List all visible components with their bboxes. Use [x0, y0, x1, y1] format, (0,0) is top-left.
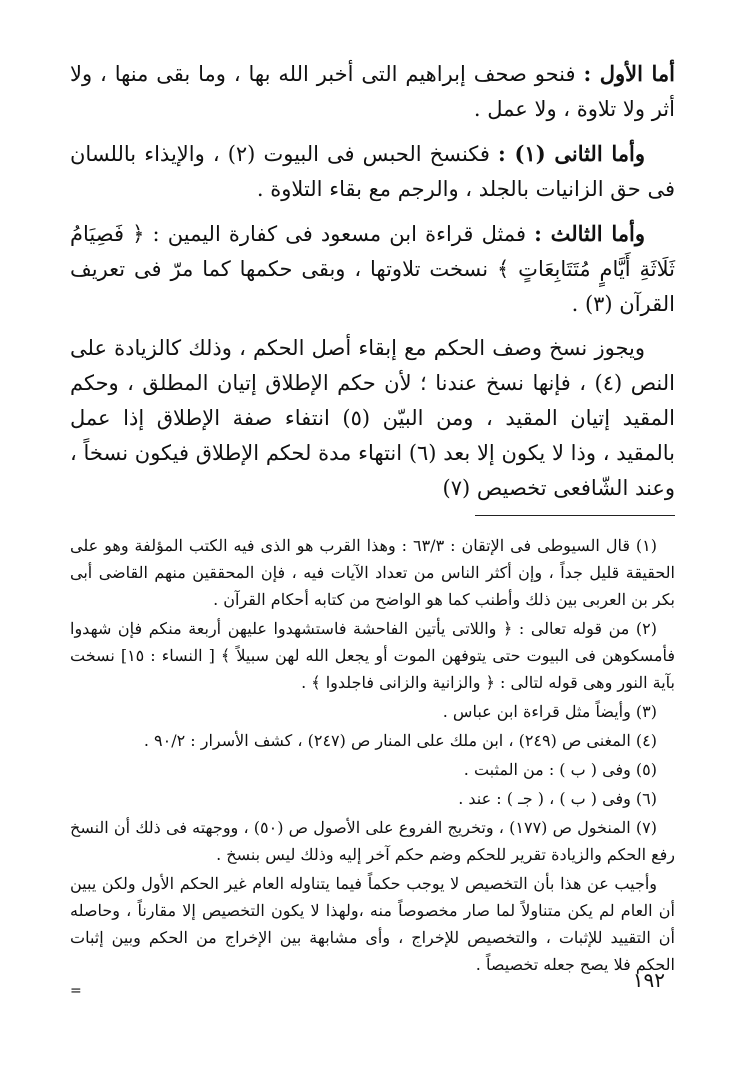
paragraph-text: فنحو صحف إبراهيم التى أخبر الله بها ، وما بقى منها ، ولا أثر ولا تلاوة ، ولا عمل .	[70, 62, 675, 121]
footnote-3: (٣) وأيضاً مثل قراءة ابن عباس .	[442, 702, 657, 721]
paragraph-fourth: ويجوز نسخ وصف الحكم مع إبقاء أصل الحكم ، وذلك كالزيادة على النص (٤) ، فإنها نسخ عندنا ؛ لأن حكم الإطلاق إتيان المطلق ، وحكم المقيد إتيان المقيد ، ومن البيّن (٥) انتفاء صفة الإطلاق إذا عمل بالمقيد ، وذا لا يكون إلا بعد (٦) انتهاء مدة لحكم الإطلاق فيكون نسخاً ، وعند الشّافعى تخصيص (٧)	[70, 336, 676, 500]
paragraph-text: فكنسخ الحبس فى البيوت (٢) ، والإيذاء باللسان فى حق الزانيات بالجلد ، والرجم مع بقاء التلاوة .	[70, 142, 675, 201]
page-number: ١٩٢	[632, 968, 665, 992]
paragraph-first	[70, 56, 675, 127]
paragraph-lead: أما الأول :	[583, 61, 675, 86]
paragraph-third	[70, 216, 675, 322]
footnote-7-continued: وأجيب عن هذا بأن التخصيص لا يوجب حكماً فيما يتناوله العام غير الحكم الأول ولكن يبين أن العام لم يكن متناولاً لما صار مخصوصاً منه ،ولهذا لا يكون التخصيص إلا مقارناً ، وحاصله أن التقييد للإثبات ، والتخصيص للإخراج ، وأى مشابهة بين الإخراج من الحكم وبين إثبات الحكم فلا يصح جعله تخصيصاً .	[70, 874, 675, 974]
paragraph-text: فمثل قراءة ابن مسعود فى كفارة اليمين : ﴿ فَصِيَامُ ثَلَاثَةِ أَيَّامٍ مُتَتَابِعَاتٍ ﴾ نسخت تلاوتها ، وبقى حكمها كما مرّ فى تعريف القرآن (٣) .	[70, 222, 675, 316]
footnote-1: (١) قال السيوطى فى الإتقان : ٦٣/٣ : وهذا القرب هو الذى فيه الكتب المؤلفة وهو على الحقيقة قليل جداً ، وإن أكثر الناس من تعداد الآيات فيه ، فإن المحققين منهم القاضى أبى بكر بن العربى بين ذلك وأطنب كما هو الواضح من كتابه أحكام القرآن .	[70, 536, 675, 609]
paragraph-lead: وأما الثالث :	[534, 221, 646, 246]
footnote-separator	[475, 515, 675, 516]
paragraph-second	[70, 136, 675, 207]
footnote-separator-wrap	[70, 515, 675, 516]
continuation-mark-wrap	[70, 980, 675, 999]
footnote-5: (٥) وفى ( ب ) : من المثبت .	[463, 760, 657, 779]
footnote-7: (٧) المنخول ص (١٧٧) ، وتخريج الفروع على الأصول ص (٥٠) ، ووجهته فى ذلك أن النسخ رفع الحكم والزيادة تقرير للحكم وضم حكم آخر إليه وذلك ليس بنسخ .	[70, 818, 675, 864]
paragraph-lead: وأما الثانى (١) :	[498, 141, 645, 166]
page-body	[70, 56, 675, 999]
footnote-6: (٦) وفى ( ب ) ، ( جـ ) : عند .	[458, 789, 657, 808]
continuation-mark: =	[70, 983, 82, 999]
footnote-4: (٤) المغنى ص (٢٤٩) ، ابن ملك على المنار ص (٢٤٧) ، كشف الأسرار : ٩٠/٢ .	[143, 731, 657, 750]
footnote-2: (٢) من قوله تعالى : ﴿ واللاتى يأتين الفاحشة فاستشهدوا عليهن أربعة منكم فإن شهدوا فأمسكوهن فى البيوت حتى يتوفهن الموت أو يجعل الله لهن سبيلاً ﴾ [ النساء : ١٥] نسخت بآية النور وهى قوله لتالى : ﴿ والزانية والزانى فاجلدوا ﴾ .	[70, 619, 675, 692]
